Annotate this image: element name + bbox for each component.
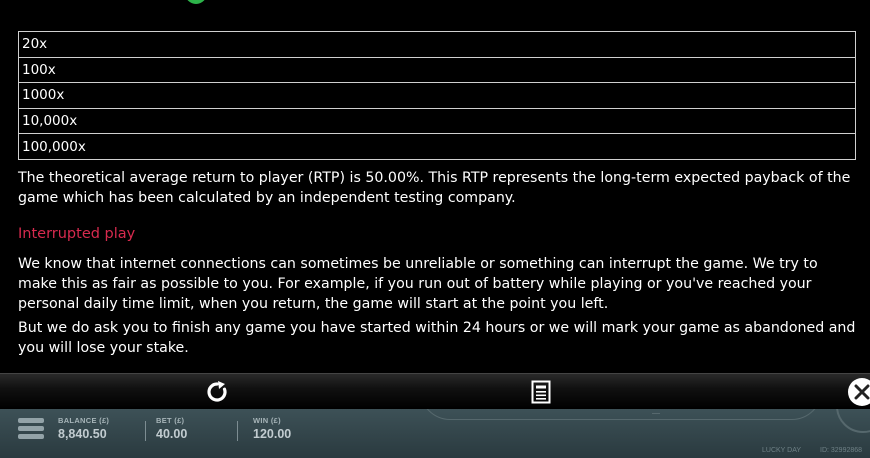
bet-label: BET (£): [156, 416, 185, 425]
table-row: [19, 57, 856, 83]
rtp-paragraph: The theoretical average return to player (RTP) is 50.00%. This RTP represents the long-term expected payback of the game which has been calculated by an independent testing company.: [18, 170, 851, 206]
help-toolbar: [0, 373, 870, 409]
table-row: [19, 83, 856, 109]
paytable-button[interactable]: [528, 379, 554, 405]
divider: [145, 421, 146, 441]
table-cell: 100x: [19, 57, 856, 83]
table-row: [19, 134, 856, 160]
close-icon: [854, 384, 870, 400]
refresh-button[interactable]: [204, 379, 230, 405]
table-cell: 100,000x: [19, 134, 856, 160]
interrupted-play-paragraph: We know that internet connections can sometimes be unreliable or something can interrupt the game. We try to make this as fair as possible to you. For example, if you run out of battery while playing or you've reached your personal daily time limit, when you return, the game will start at the point you left.: [18, 256, 818, 312]
table-cell: 1000x: [19, 83, 856, 109]
refresh-icon: [206, 381, 228, 403]
bet-value: 40.00: [156, 427, 188, 441]
divider: [237, 421, 238, 441]
table-row: [19, 108, 856, 134]
game-name: LUCKY DAY: [762, 447, 802, 454]
background-arc: [420, 409, 822, 420]
close-button[interactable]: [848, 378, 870, 406]
menu-icon[interactable]: [18, 418, 44, 440]
win-value: 120.00: [253, 427, 292, 441]
section-heading: Interrupted play: [18, 226, 136, 242]
background-mark: [652, 409, 660, 414]
payout-table: [18, 31, 856, 160]
table-row: [19, 32, 856, 58]
game-status-bar: [0, 409, 870, 458]
table-cell: 10,000x: [19, 108, 856, 134]
balance-label: BALANCE (£): [58, 416, 110, 425]
win-display: [253, 416, 291, 442]
bet-display: [156, 416, 187, 442]
stake-paragraph: But we do ask you to finish any game you have started within 24 hours or we will mark your game as abandoned and you will lose your stake.: [18, 320, 856, 356]
balance-value: 8,840.50: [58, 427, 107, 441]
document-icon: [531, 380, 551, 404]
background-circle: [836, 409, 870, 433]
table-cell: 20x: [19, 32, 856, 58]
logo-fragment: [185, 0, 207, 4]
game-id: ID: 32992868: [820, 447, 863, 454]
balance-display: [58, 416, 109, 442]
win-label: WIN (£): [253, 416, 281, 425]
